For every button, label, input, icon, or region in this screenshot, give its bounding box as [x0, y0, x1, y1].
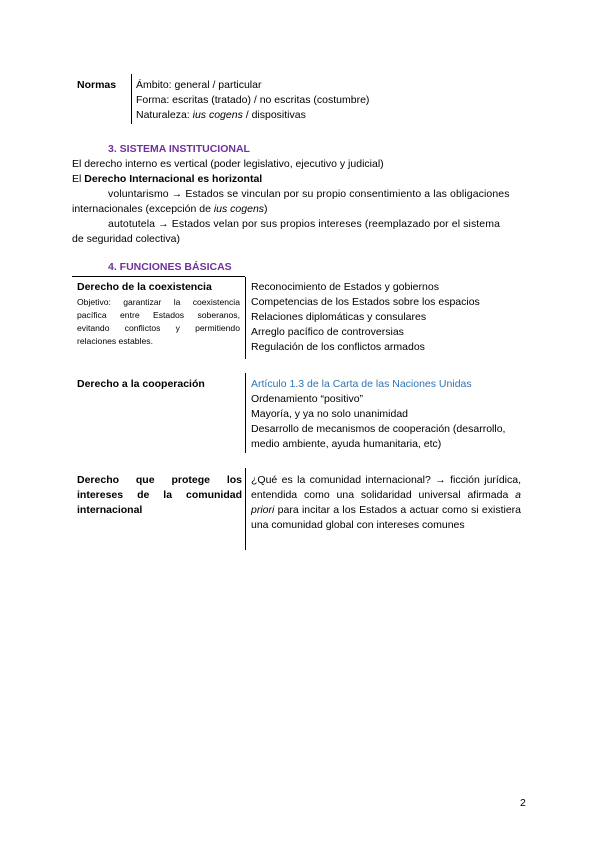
coexistencia-item-1: Reconocimiento de Estados y gobiernos [251, 281, 439, 293]
cooperacion-divider [245, 373, 246, 453]
cooperacion-item-1: Ordenamiento “positivo” [251, 393, 364, 405]
coexistencia-item-3: Relaciones diplomáticas y consulares [251, 311, 427, 323]
coexistencia-hline [72, 276, 245, 277]
section4-heading: 4. FUNCIONES BÁSICAS [108, 261, 232, 273]
autotutela-line2: de seguridad colectiva) [72, 233, 180, 245]
coexistencia-item-5: Regulación de los conflictos armados [251, 341, 425, 353]
normas-label: Normas [77, 79, 117, 91]
coexistencia-divider [245, 277, 246, 359]
cooperacion-item-3: Desarrollo de mecanismos de cooperación (desarrollo, medio ambiente, ayuda humanitaria, etc) [251, 423, 506, 450]
coexistencia-title: Derecho de la coexistencia [77, 281, 212, 293]
normas-divider [131, 74, 132, 124]
comunidad-title: Derecho que protege los intereses de la comunidad internacional [77, 474, 242, 516]
coexistencia-item-2: Competencias de los Estados sobre los espacios [251, 296, 480, 308]
autotutela-line1: autotutela → Estados velan por sus propios intereses (reemplazado por el sistema [108, 218, 501, 230]
coexistencia-objetivo: Objetivo: garantizar la coexistencia pacífica entre Estados soberanos, evitando conflictos y permitiendo relaciones estables. [77, 297, 240, 346]
cooperacion-title: Derecho a la cooperación [77, 378, 205, 390]
normas-item-ambito: Ámbito: general / particular [136, 79, 262, 91]
coexistencia-item-4: Arreglo pacífico de controversias [251, 326, 404, 338]
page-number: 2 [520, 797, 526, 809]
normas-item-forma: Forma: escritas (tratado) / no escritas (costumbre) [136, 94, 370, 106]
cooperacion-item-2: Mayoría, y ya no solo unanimidad [251, 408, 409, 420]
normas-item-naturaleza: Naturaleza: ius cogens / dispositivas [136, 109, 306, 121]
section3-line1: El derecho interno es vertical (poder legislativo, ejecutivo y judicial) [72, 158, 384, 170]
voluntarismo-line2: internacionales (excepción de ius cogens) [72, 203, 268, 215]
comunidad-text: ¿Qué es la comunidad internacional? → ficción jurídica, entendida como una solidaridad universal afirmada a priori para incitar a los Estados a actuar como si existiera una comunidad global con intereses comunes [251, 474, 521, 531]
voluntarismo-line1: voluntarismo → Estados se vinculan por su propio consentimiento a las obligaciones [108, 188, 510, 200]
section3-heading: 3. SISTEMA INSTITUCIONAL [108, 143, 250, 155]
section3-line2: El Derecho Internacional es horizontal [72, 173, 263, 185]
carta-naciones-unidas-link[interactable]: Artículo 1.3 de la Carta de las Naciones Unidas [251, 378, 472, 390]
comunidad-divider [245, 468, 246, 550]
